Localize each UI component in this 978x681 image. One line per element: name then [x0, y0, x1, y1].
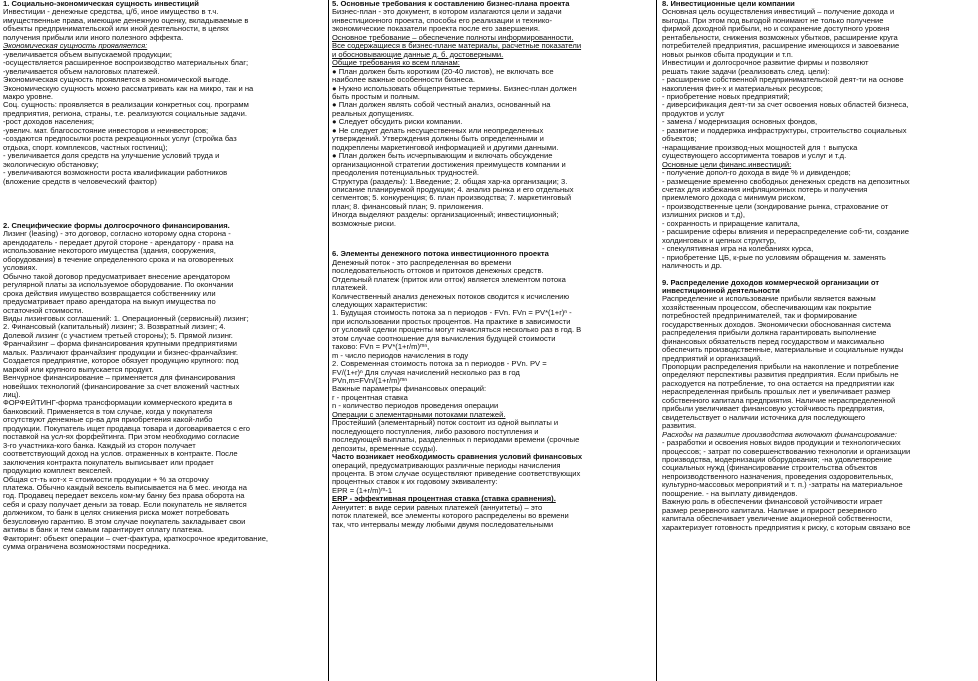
- text-line: преодоления потенциальных трудностей.: [332, 169, 479, 178]
- text-line: отсутствуют денежные ср-ва для приобретения какой-либо: [3, 416, 213, 425]
- text-line: Пропорции распределения прибыли на накопление и потребление: [662, 363, 899, 372]
- text-line: Экономическая сущность проявляется:: [3, 42, 148, 51]
- text-line: таково: FVn = PV*(1+r/m)ᵐⁿ,: [332, 343, 430, 352]
- text-line: Общая ст-ть кот-х = стоимости продукции + % за отсрочку: [3, 475, 209, 484]
- text-line: возможные риски.: [332, 219, 396, 228]
- text-line: организационной стратегии достижения преимуществ компании и: [332, 160, 566, 169]
- section-heading: 8. Инвестиционные цели компании: [662, 0, 795, 8]
- column-divider: [656, 0, 657, 681]
- text-line: ● План должен быть коротким (20-40 листов), не включать все: [332, 67, 554, 76]
- spacer: [3, 200, 325, 214]
- section-heading: 1. Социально-экономическая сущность инвестиций: [3, 0, 199, 8]
- text-line: объекты предпринимательской или иной деятельности, в целях: [3, 25, 229, 34]
- text-line: сумма ограничена возможностями посредника.: [3, 543, 171, 552]
- text-line: культурно-массовых мероприятий и т. п.) -затраты на материальное: [662, 481, 903, 490]
- text-line: продукцию комплект векселей.: [3, 467, 113, 476]
- text-line: фирмой доходной прибыли, но и сохранение доступного уровня: [662, 25, 890, 34]
- text-line: свидетельствует о наличии источника для последующего: [662, 413, 866, 422]
- text-line: активы в банк и тем самым гарантирует оплату платежа.: [3, 526, 204, 535]
- text-line: инвестиционного проекта, способы его реализации и технико-: [332, 16, 553, 25]
- section-heading: Часто возникает необходимость сравнения условий финансовых: [332, 453, 583, 462]
- text-line: Экономическая сущность проявляется в экономической выгоде.: [3, 76, 231, 85]
- text-line: выгоды. При этом под выгодой понимают не только получение: [662, 16, 884, 25]
- text-line: наиболее важные особенности бизнеса.: [332, 76, 475, 85]
- text-line: этом случае соотношение для вычисления будущей стоимости: [332, 334, 556, 343]
- spacer: [3, 214, 325, 222]
- text-line: подкреплены маркетинговой информацией и другими данными.: [332, 143, 559, 152]
- text-line: процентных ставок к их годовому эквиваленту:: [332, 478, 498, 487]
- text-line: EPR = (1+r/m)ᵐ-1: [332, 486, 393, 495]
- text-line: ● Следует обсудить риски компании.: [332, 118, 463, 127]
- text-line: развития.: [662, 422, 697, 431]
- text-line: ● План должен являть собой честный анализ, основанный на: [332, 101, 551, 110]
- text-line: - замена / модернизация основных фондов,: [662, 118, 818, 127]
- text-line: - увеличиваются возможности роста квалификации работников: [3, 169, 228, 178]
- text-line: -рост доходов населения;: [3, 118, 94, 127]
- text-line: соответствующий доход на услов. отраженных в контракте. После: [3, 450, 238, 459]
- text-line: - спекулятивная игра на колебаниях курса,: [662, 245, 814, 254]
- text-line: Основные цели финанс.инвестиций:: [662, 160, 792, 169]
- text-line: Денежный поток - это распределенная во времени: [332, 258, 512, 267]
- text-line: решать такие задачи (реализовать след. цели):: [662, 67, 830, 76]
- text-line: Инвестиции и долгосрочное развитие фирмы и позволяют: [662, 59, 869, 68]
- text-line: Обычно такой договор предусматривает внесение арендатором: [3, 272, 230, 281]
- text-line: продуктов и услуг: [662, 109, 725, 118]
- text-line: себя и сразу получает деньги за товар. Если покупатель не является: [3, 500, 247, 509]
- text-line: реальных допущениях.: [332, 109, 415, 118]
- text-line: размер резервного капитала. Наличие и прирост резервного: [662, 506, 877, 515]
- text-line: при использовании простых процентов. На практике в зависимости: [332, 317, 571, 326]
- text-line: холдинговых и цепных структур,: [662, 236, 777, 245]
- text-line: Важную роль в обеспечении финансовой устойчивости играет: [662, 498, 883, 507]
- text-line: Иногда выделяют разделы: организационный; инвестиционный;: [332, 211, 559, 220]
- text-line: - сохранность и приращение капитала,: [662, 219, 800, 228]
- text-line: потребностей предпринимателей, так и формирование: [662, 312, 857, 321]
- text-line: объектов;: [662, 135, 697, 144]
- text-line: непроизводственного назначения, проведения оздоровительных,: [662, 472, 894, 481]
- text-line: описание планируемой продукции; 4. анализ рынка и его отдельных: [332, 185, 574, 194]
- text-line: 1. Будущая стоимость потока за n периодов - FVn. FVn = PV*(1+r)ⁿ -: [332, 309, 572, 318]
- text-line: быть простым и полным.: [332, 92, 420, 101]
- text-line: Инвестиции - денежные средства, ц/б, иное имущество в т.ч.: [3, 8, 219, 17]
- text-line: - размещение временно свободных денежных средств на депозитных: [662, 177, 910, 186]
- text-line: - развитие и поддержка инфраструктуры, строительство социальных: [662, 126, 907, 135]
- text-line: - разработки и освоения новых видов продукции и технологических: [662, 439, 901, 448]
- text-line: собственного капитала предприятия. Наличие нераспределенной: [662, 396, 896, 405]
- text-line: (вложение средств в человеческий фактор): [3, 177, 157, 186]
- text-line: Распределение и использование прибыли является важным: [662, 295, 876, 304]
- text-line: поощрение. - на выплату дивидендов.: [662, 489, 798, 498]
- text-line: следующих характеристик:: [332, 300, 428, 309]
- text-line: ● Нужно использовать общепринятые термины. Бизнес-план должен: [332, 84, 577, 93]
- text-line: поставкой на усл-ях форфейтинга. При этом необходимо согласие: [3, 433, 240, 442]
- text-line: приемлемого дохода с минимум риском,: [662, 194, 806, 203]
- section-heading: 5. Основные требования к составлению бизнес-плана проекта: [332, 0, 570, 8]
- text-line: ● План должен быть исчерпывающим и включать обсуждение: [332, 152, 553, 161]
- text-line: финансовых обязательств перед государством и максимально: [662, 337, 885, 346]
- text-line: существующего ассортимента товаров и услуг и т.д.: [662, 152, 847, 161]
- text-line: от условий сделки проценты могут начисляться несколько раз в год. В: [332, 326, 582, 335]
- text-line: Общие требования ко всем планам:: [332, 59, 460, 68]
- text-line: прибыли увеличивает финансовую устойчивость предприятия,: [662, 405, 885, 414]
- text-line: r - процентная ставка: [332, 393, 408, 402]
- text-line: обеспечить производственные, материальные и социальные нужды: [662, 346, 904, 355]
- text-line: Соц. сущность: проявляется в реализации конкретных соц. программ: [3, 101, 249, 110]
- spacer: [332, 228, 652, 242]
- text-line: Экономическую сущность можно рассматривать как на микро, так и на: [3, 84, 254, 93]
- text-line: регулярной платы за используемое оборудование. По окончании: [3, 281, 234, 290]
- text-line: государственных доходов. Экономически обоснованная система: [662, 320, 892, 329]
- text-line: определяют перспективы развития предприятия. Если прибыль не: [662, 371, 899, 380]
- section-heading: 9. Распределение доходов коммерческой организации от: [662, 278, 880, 287]
- text-line: Все содержащиеся в бизнес-плане материалы, расчетные показатели: [332, 42, 582, 51]
- text-line: -увелич. мат. благосостояние инвесторов и неинвесторов;: [3, 126, 209, 135]
- text-line: 3-го участника-кого банка. Каждый из сторон получает: [3, 441, 196, 450]
- spacer: [3, 186, 325, 200]
- text-line: срока действия имущество возвращается собственнику или: [3, 289, 216, 298]
- text-line: - диверсификация деят-ти за счет освоения новых областей бизнеса,: [662, 101, 909, 110]
- text-line: заключения контракта покупатель выписывает или продает: [3, 458, 214, 467]
- text-line: новых рынков сбыта продукции и т.п.: [662, 50, 793, 59]
- text-line: расходуется на потребление, то она остается на предприятии как: [662, 379, 895, 388]
- text-line: -увеличивается объем выпускаемой продукции;: [3, 50, 173, 59]
- text-line: так, что интервалы между любыми двумя последовательными: [332, 520, 554, 529]
- text-line: Основное требование – обеспечение полноты информированности.: [332, 33, 574, 42]
- text-line: отдыха, спорт. комплексов, частных гостиниц);: [3, 143, 168, 152]
- text-line: макро уровне.: [3, 92, 54, 101]
- text-line: Создается предприятие, которое обязует продукцию крупного: под: [3, 357, 239, 366]
- column-divider: [328, 0, 329, 681]
- text-line: утверждений. Утверждения должны быть определенными и: [332, 135, 544, 144]
- text-line: Венчурное финансирование – применяется для финансирования: [3, 374, 236, 383]
- text-line: - расширение сферы влияния и перераспределение соб-ти, создание: [662, 228, 909, 237]
- section-heading: ERP - эффективная процентная ставка (ставка сравнения).: [332, 495, 556, 504]
- text-line: Простейший (элементарный) поток состоит из одной выплаты и: [332, 419, 559, 428]
- text-line: - получение допол-го дохода в виде % и дивидендов;: [662, 169, 851, 178]
- text-line: платежа. Обычно каждый вексель выписывается на 6 мес. иногда на: [3, 484, 247, 493]
- text-line: план; 8. финансовый план; 9. приложения.: [332, 202, 484, 211]
- text-line: оборудования) в течение определенного срока и на оговоренных: [3, 255, 234, 264]
- text-line: операций, предусматривающих различные периоды начисления: [332, 461, 561, 470]
- text-line: FV/(1+r)ⁿ Для случая начислений несколько раз в год: [332, 368, 520, 377]
- text-line: использование некоторого имущества (здания, сооружения,: [3, 247, 216, 256]
- column-right: [662, 0, 976, 681]
- text-line: PVn,m=FVn/(1+r/m)ᵐⁿ: [332, 377, 408, 386]
- text-line: социальных нужд (финансирование строительства объектов: [662, 464, 878, 473]
- text-line: Количественный анализ денежных потоков сводится к исчислению: [332, 292, 570, 301]
- text-line: имущественные права, имеющие денежную оценку, вкладываемые в: [3, 16, 249, 25]
- text-line: 2. Современная стоимость потока за n периодов - PVn. PV =: [332, 360, 547, 369]
- text-line: процессов; - затрат по совершенствованию технологии и организации: [662, 447, 911, 456]
- text-line: - приобретение новых предприятий;: [662, 92, 790, 101]
- text-line: излишних рисков и т.д),: [662, 211, 745, 220]
- text-line: -создаются предпосылки роста рекреационных услуг (стройка баз: [3, 135, 237, 144]
- text-line: арендодатель - передает другой стороне - арендатору - права на: [3, 238, 234, 247]
- text-line: Расходы на развитие производства включают финансирование:: [662, 430, 897, 439]
- text-line: -осуществляется расширенное воспроизводство материальных благ;: [3, 59, 249, 68]
- text-line: Структура (разделы): 1.Введение; 2. общая хар-ка организации; 3.: [332, 177, 568, 186]
- text-line: n - количество периодов проведения операции: [332, 402, 499, 411]
- text-line: и обосновывающие данные д. б. достоверными.: [332, 50, 504, 59]
- text-line: характеризует готовность предприятия к риску, с которым связано все: [662, 523, 911, 532]
- text-line: накопления фин-х и материальных ресурсов;: [662, 84, 823, 93]
- text-line: Факторинг: объект операции – счет-фактура, краткосрочное кредитование,: [3, 534, 269, 543]
- text-line: процента. В этом случае осуществляют приведение соответствующих: [332, 470, 581, 479]
- text-line: Бизнес-план - это документ, в котором излагаются цели и задачи: [332, 8, 562, 17]
- text-line: последующего поступления, либо разового поступления и: [332, 427, 539, 436]
- text-line: 2. Финансовый (капитальный) лизинг; 3. Возвратный лизинг; 4.: [3, 323, 226, 332]
- text-line: ФОРФЕЙТИНГ-форма трансформации коммерческого кредита в: [3, 399, 233, 408]
- text-line: - приобретение ЦБ, к-рые по условиям обращения м. заменять: [662, 253, 886, 262]
- text-line: последовательность оттоков и притоков денежных средств.: [332, 267, 544, 276]
- text-line: поток платежей, все элементы которого распределены во времени: [332, 512, 569, 521]
- text-line: - производственные цели (зондирование рынка, страхование от: [662, 202, 889, 211]
- text-line: экономические показатели проекта после его завершения.: [332, 25, 540, 34]
- text-line: потребителей предприятия, расширение имеющихся и завоевание: [662, 42, 900, 51]
- text-line: должником, то банк в целях снижения риска может потребовать: [3, 509, 230, 518]
- text-line: год. Продавец передает вексель ком-му банку без права оборота на: [3, 492, 245, 501]
- text-line: маркой или крупного выпускается продукт.: [3, 365, 154, 374]
- text-line: безусловную гарантию. В этом случае покупатель закладывает свои: [3, 517, 246, 526]
- text-line: рентабельности, снижения возможных убытков, расширение круга: [662, 33, 898, 42]
- text-line: условиях.: [3, 264, 38, 273]
- text-line: банковский. Применяется в том случае, когда у покупателя: [3, 407, 213, 416]
- text-line: платежей.: [332, 284, 368, 293]
- text-line: экологическую обстановку;: [3, 160, 99, 169]
- section-heading: 2. Специфические формы долгосрочного финансирования.: [3, 221, 230, 230]
- text-line: малых. Различают франчайзинг продукции и бизнес-франчайзинг.: [3, 348, 239, 357]
- column-middle: [332, 0, 652, 681]
- text-line: хозяйственным процессом, обеспечивающим как покрытие: [662, 303, 872, 312]
- section-heading: 6. Элементы денежного потока инвестиционного проекта: [332, 250, 549, 259]
- text-line: - увеличивается доля средств на улучшение условий труда и: [3, 152, 220, 161]
- text-line: депозиты, временные ссуды).: [332, 444, 438, 453]
- text-line: Долевой лизинг (с участием третьей стороны); 5. Прямой лизинг.: [3, 331, 233, 340]
- text-line: Отдельный платеж (приток или отток) является элементом потока: [332, 275, 566, 284]
- text-line: лиц).: [3, 391, 21, 400]
- text-line: капитала обеспечивает увеличение акционерной собственности,: [662, 515, 893, 524]
- text-line: остаточной стоимости.: [3, 306, 84, 315]
- text-line: Операции с элементарными потоками платежей.: [332, 410, 506, 419]
- text-line: Лизинг (leasing) - это договор, согласно которому одна сторона -: [3, 230, 231, 239]
- text-line: последующей выплаты, разделенных n периодами времени (срочные: [332, 436, 580, 445]
- text-line: m - число периодов начисления в году: [332, 351, 469, 360]
- text-line: предусматривает право арендатора на выкуп имущества по: [3, 298, 216, 307]
- section-heading: инвестиционной деятельности: [662, 286, 780, 295]
- column-left: [3, 0, 325, 681]
- text-line: Виды лизинговых соглашений: 1. Операционный (сервисный) лизинг;: [3, 314, 249, 323]
- text-line: новейших технологий (финансирование за счет вложений частных: [3, 382, 240, 391]
- text-line: счетах для избежания инфляционных потерь и получения: [662, 185, 868, 194]
- text-line: предприятий и организаций.: [662, 354, 763, 363]
- text-line: Важные параметры финансовых операций:: [332, 385, 487, 394]
- text-line: - расширение собственной предпринимательской деят-ти на основе: [662, 76, 904, 85]
- text-line: сегментов; 5. конкуренция; 6. план производства; 7. маркетинговый: [332, 194, 572, 203]
- spacer: [332, 242, 652, 250]
- text-line: ● Не следует делать несущественных или неопределенных: [332, 126, 544, 135]
- text-line: Франчайзинг – форма финансирования крупными предприятиями: [3, 340, 238, 349]
- text-line: Аннуитет: в виде серии равных платежей (аннуитеты) – это: [332, 503, 543, 512]
- text-line: наличность и др.: [662, 262, 722, 271]
- text-line: Основная цель осуществления инвестиций – получение дохода и: [662, 8, 895, 17]
- text-line: продукции. Покупатель ищет продавца товара и договаривается с его: [3, 424, 250, 433]
- text-line: получения прибыли или иного полезного эффекта.: [3, 33, 184, 42]
- text-line: -наращивание производ-ных мощностей для ↑ выпуска: [662, 143, 858, 152]
- text-line: -увеличивается объем налоговых платежей.: [3, 67, 160, 76]
- text-line: производства, модернизации оборудования; -на удовлетворение: [662, 456, 892, 465]
- text-line: нераспределенная прибыль прошлых лет и увеличивает размер: [662, 388, 891, 397]
- spacer: [662, 271, 976, 279]
- text-line: предприятия, региона, страны, т.е. реализуются социальные задачи.: [3, 109, 247, 118]
- text-line: распределения прибыли должна гарантировать выполнение: [662, 329, 877, 338]
